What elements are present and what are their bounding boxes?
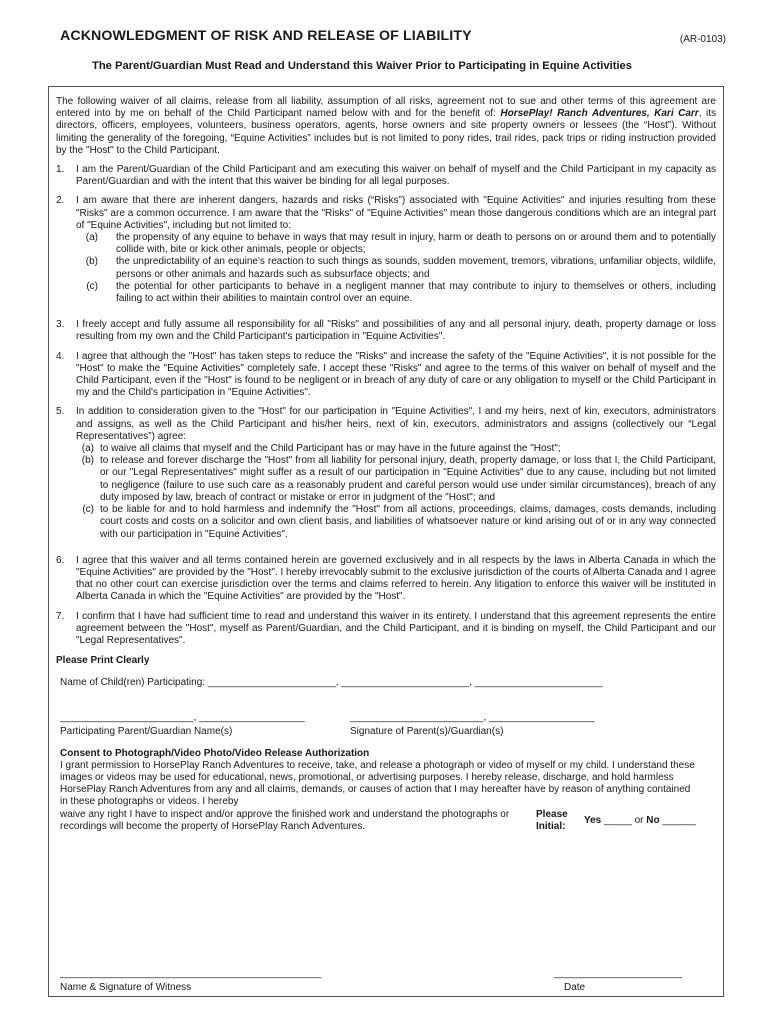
clause-number: 7. — [56, 610, 65, 622]
subclause-5b — [76, 455, 716, 504]
clause-text: I am aware that there are inherent dangers, hazards and risks (“Risks”) associated with "Equine Activities" and injuries resulting from these "Risks" are a common occurrence. I am aware that the "Risks" of "Equine Activities" mean those dangerous conditions which are an integral part of "Equine Activities", including but not limited to: — [76, 195, 716, 231]
clause-1 — [56, 164, 716, 188]
subclause-2b — [76, 256, 716, 280]
subclause-text: to be liable for and to hold harmless and indemnify the "Host" from all actions, proceedings, claims, damages, costs demands, including court costs and costs on a solicitor and own client basis, and liabilities of whatsoever nature or kind arising out of or in any way connected with our participation in "Equine Activities". — [100, 504, 716, 540]
subclause-2c — [76, 281, 716, 305]
clause-number: 3. — [56, 319, 65, 331]
guardian-signature-row — [56, 698, 716, 742]
witness-signature-field[interactable]: _______________________________________________ — [60, 968, 322, 979]
clause-3 — [56, 319, 716, 343]
bottom-divider — [48, 996, 723, 997]
clause-7 — [56, 611, 716, 648]
consent-yes-no — [584, 815, 696, 827]
witness-caption: Name & Signature of Witness — [60, 982, 192, 993]
clause-text: I agree that this waiver and all terms contained herein are governed exclusively and in all respects by the laws in Alberta Canada in which the "Equine Activities" are provided by the "Host". I hereby irrevocably submit to the exclusive jurisdiction of the courts of Alberta Canada and I agree that no other court can exercise jurisdiction over the terms and claims referred to herein. Any litigation to enforce this waiver will be instituted in Alberta Canada in which the "Equine Activities" are provided by the "Host". — [76, 554, 716, 603]
yes-label: Yes — [584, 814, 602, 826]
host-entity-name: HorsePlay! Ranch Adventures, Kari Carr — [500, 108, 699, 120]
clause-number: 1. — [56, 164, 65, 176]
intro-text: The following waiver of all claims, release from all liability, assumption of all risks, agreement not to sue and other terms of this agreement are entered into by me on behalf of the Child Participant named below with and for the benefit of: — [56, 96, 716, 120]
consent-body: I grant permission to HorsePlay Ranch Adventures to receive, take, and release a photograph or video of myself or my child. I understand these images or videos may be used for educational, news, promotional, or advertising purposes. I hereby release, discharge, and hold harmless HorsePlay Ranch Adventures from any and all claims, demands, or causes of action that I may hereafter have by reason of anything contained in these photographs or videos. I hereby — [60, 759, 695, 808]
guardian-name-field[interactable]: ________________________, ___________________ — [60, 711, 305, 723]
no-initial-field[interactable]: ______ — [659, 814, 696, 826]
clause-text: I agree that although the "Host" has taken steps to reduce the "Risks" and increase the safety of the "Equine Activities", it is not possible for the "Host" to make the "Equine Activities" completely safe. I accept these "Risks" and agree to the terms of this waiver on behalf of myself and the Child Participant, even if the "Host" is found to be negligent or in breach of any duty of care or any obligation to myself or the Child Participant in my and the Child's participation in "Equine Activities". — [76, 350, 716, 399]
subclause-label: (a) — [85, 232, 98, 244]
subclause-label: (a) — [81, 443, 94, 455]
clause-number: 2. — [56, 195, 65, 207]
consent-body-tail: waive any right I have to inspect and/or approve the finished work and understand the photographs or recordings will become the property of HorsePlay Ranch Adventures. — [60, 808, 510, 832]
please-initial-label — [536, 809, 568, 833]
subclause-text: the unpredictability of an equine's reaction to such things as sounds, sudden movement, tremors, vibrations, unfamiliar objects, wildlife, persons or other animals and hazards such as subsurface objects; and — [116, 256, 716, 280]
subclause-label: (b) — [81, 455, 94, 467]
subclause-text: the propensity of any equine to behave in ways that may result in injury, harm or death to persons on or around them and to potentially collide with, bite or kick other animals, people or objects; — [116, 232, 716, 256]
please-label: Please — [536, 808, 568, 820]
clause-text: I am the Parent/Guardian of the Child Participant and am executing this waiver on behalf of myself and the Child Participant in my capacity as Parent/Guardian and with the intent that this waiver be binding for all legal purposes. — [76, 164, 716, 188]
children-names-field[interactable]: Name of Child(ren) Participating: _______________________, _______________________, _______________________ — [60, 677, 603, 689]
clause-number: 5. — [56, 406, 65, 418]
clause-2 — [56, 195, 716, 305]
clause-number: 4. — [56, 350, 65, 362]
subclause-2a — [76, 232, 716, 256]
document-title: ACKNOWLEDGMENT OF RISK AND RELEASE OF LIABILITY — [60, 28, 472, 44]
clause-5 — [56, 406, 716, 540]
subclause-label: (b) — [85, 256, 98, 268]
subclause-text: to release and forever discharge the "Host" from all liability for personal injury, death, property damage, or loss that I, the Child Participant, or our "Legal Representatives" might suffer as a result of our participation in "Equine Activities" due to any cause, including but not limited to negligence (failure to use such care as a reasonably prudent and careful person would use under similar circumstances), breach of any duty imposed by law, breach of contract or mistake or error in judgment of the "Host"; and — [100, 455, 716, 503]
clause-6 — [56, 555, 716, 604]
consent-heading: Consent to Photograph/Video Photo/Video Release Authorization — [60, 747, 370, 759]
intro-text-cont: , its directors, officers, employees, volunteers, business operators, agents, horse owners and site property owners or lessees (the “Host”). Without limiting the generality of the foregoing, “Equine Activities” includes but is not limited to pony rides, trail rides, pack trips or riding instruction provided by the "Host" to the Child Participant. — [56, 108, 716, 156]
clause-number: 6. — [56, 554, 65, 566]
subclause-label: (c) — [82, 504, 94, 516]
guardian-signature-field[interactable]: ________________________, ___________________ — [350, 711, 595, 723]
no-label: No — [646, 814, 660, 826]
subclause-text: to waive all claims that myself and the Child Participant has or may have in the future against the "Host"; — [100, 443, 561, 455]
subclause-5c — [76, 504, 716, 541]
subclause-label: (c) — [86, 280, 98, 292]
subclause-text: the potential for other participants to behave in a negligent manner that may contribute to injury to themselves or others, including failing to act within their abilities to maintain control over an equine. — [116, 280, 716, 305]
intro-paragraph — [56, 96, 716, 157]
guardian-signature-caption: Signature of Parent(s)/Guardian(s) — [350, 725, 504, 737]
print-clearly-label: Please Print Clearly — [56, 655, 150, 667]
document-subtitle: The Parent/Guardian Must Read and Understand this Waiver Prior to Participating in Equine Activities — [92, 60, 632, 72]
clause-text: I freely accept and fully assume all responsibility for all "Risks" and possibilities of any and all personal injury, death, property damage or loss resulting from my own and the Child Participant's participation in "Equine Activities". — [76, 319, 716, 343]
date-field[interactable]: _______________________ — [554, 968, 682, 979]
clause-text: I confirm that I have had sufficient time to read and understand this waiver in its entirety. I understand that this agreement represents the entire agreement between the "Host", myself as Parent/Guardian, and the Child Participant, and it is binding on myself, the Child Participant and our "Legal Representatives". — [76, 610, 716, 646]
initial-label: Initial: — [536, 820, 566, 832]
yes-initial-field[interactable]: _____ or — [601, 814, 647, 826]
guardian-name-caption: Participating Parent/Guardian Name(s) — [60, 725, 233, 737]
clause-text: In addition to consideration given to the "Host" for our participation in "Equine Activities", I and my heirs, next of kin, executors, administrators and assigns, as well as the Child Participant and his/her heirs, next of kin, executors, administrators and assigns (collectively our “Legal Representatives”) agree: — [76, 406, 716, 442]
clause-4 — [56, 351, 716, 400]
form-code: (AR-0103) — [679, 34, 726, 45]
waiver-content — [56, 96, 716, 843]
consent-initial-row — [56, 809, 716, 843]
date-caption: Date — [564, 982, 586, 993]
subclause-5a — [76, 443, 716, 455]
